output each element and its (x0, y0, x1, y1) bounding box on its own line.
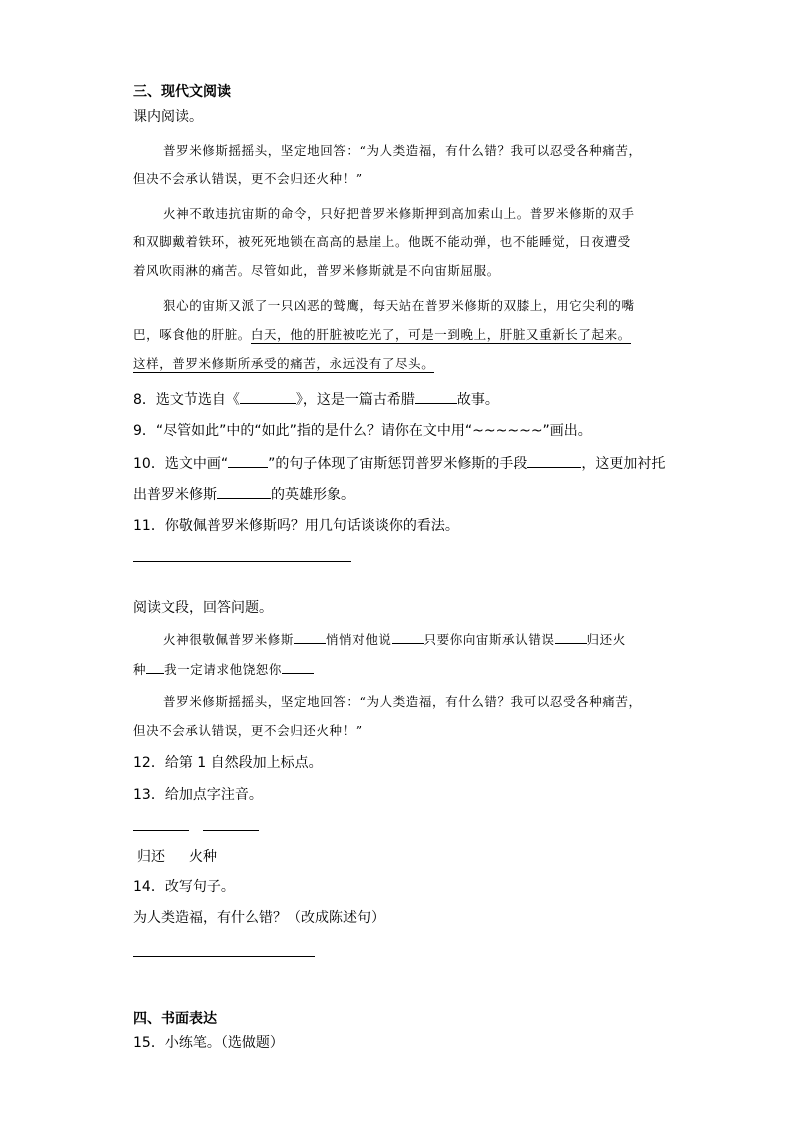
p2l1-c: 只要你向宙斯承认错误 (423, 632, 555, 647)
section-4-title: 四、书面表达 (133, 1011, 217, 1027)
question-12: 12．给第 1 自然段加上标点。 (133, 755, 323, 771)
p2l1-d: 归还火 (586, 632, 626, 647)
punct-blank-5[interactable] (282, 659, 314, 674)
passage-p1-line2: 但决不会承认错误，更不会归还火种！” (133, 171, 363, 186)
question-11: 11．你敬佩普罗米修斯吗？用几句话谈谈你的看法。 (133, 518, 459, 534)
passage-p1-line1: 普罗米修斯摇摇头，坚定地回答：“为人类造福，有什么错？我可以忍受各种痛苦， (163, 143, 642, 158)
passage-p3-line1: 狠心的宙斯又派了一只凶恶的鹫鹰，每天站在普罗米修斯的双膝上，用它尖利的嘴 (163, 298, 635, 313)
p2l1-a: 火神很敬佩普罗米修斯 (163, 632, 295, 647)
question-14: 14．改写句子。 (133, 879, 235, 895)
passage-p2-line3: 着风吹雨淋的痛苦。尽管如此，普罗米修斯就是不向宙斯屈服。 (133, 263, 500, 278)
punct-blank-4[interactable] (146, 659, 164, 674)
q10-text-b: ”的句子体现了宙斯惩罚普罗米修斯的手段 (268, 456, 528, 472)
reading-2-intro: 阅读文段，回答问题。 (133, 600, 273, 616)
q10-text-d: 出普罗米修斯 (133, 487, 217, 503)
underlined-sentence-part1: 白天，他的肝脏被吃光了，可是一到晚上，肝脏又重新长了起来。 (250, 327, 631, 342)
q8-text-c: 故事。 (456, 392, 499, 408)
underlined-sentence-part2: 这样，普罗米修斯所承受的痛苦，永远没有了尽头。 (133, 356, 435, 371)
p2l1-b: 悄悄对他说 (326, 632, 392, 647)
question-10-line2 (133, 484, 355, 505)
q8-blank-1[interactable] (240, 389, 296, 404)
q13-pinyin-blank-1[interactable] (133, 830, 189, 831)
question-8 (133, 389, 499, 410)
passage2-p2-line1: 普罗米修斯摇摇头，坚定地回答：“为人类造福，有什么错？我可以忍受各种痛苦， (163, 694, 642, 709)
q14-sentence: 为人类造福，有什么错？（改成陈述句） (133, 910, 385, 926)
q14-answer-line[interactable] (133, 956, 315, 957)
q10-text-c: ，这更加衬托 (581, 456, 666, 472)
passage-p3-line2-plain: 巴，啄食他的肝脏。 (133, 327, 251, 342)
section-3-title: 三、现代文阅读 (133, 84, 231, 100)
q10-blank-1[interactable] (527, 453, 581, 468)
q8-text-a: 8．选文节选自《 (133, 392, 240, 408)
punct-blank-3[interactable] (555, 629, 587, 644)
q13-pinyin-blank-2[interactable] (203, 830, 259, 831)
passage2-line1 (163, 629, 626, 650)
passage2-p2-line2: 但决不会承认错误，更不会归还火种！” (133, 723, 363, 738)
q10-underline-sample (228, 453, 268, 468)
question-9: 9．“尽管如此”中的“如此”指的是什么？请你在文中用“~~~~~~”画出。 (133, 423, 592, 439)
passage-p3-line3 (133, 354, 434, 374)
q13-word-2: 火种 (189, 849, 217, 865)
p2l2-b: 我一定请求他饶恕你 (164, 662, 283, 677)
q8-text-b: 》，这是一篇古希腊 (295, 392, 415, 408)
q10-text-e: 的英雄形象。 (271, 487, 355, 503)
section-3-intro: 课内阅读。 (133, 109, 203, 125)
p2l2-a: 种 (133, 662, 147, 677)
question-13: 13．给加点字注音。 (133, 787, 263, 803)
passage2-line2 (133, 659, 314, 680)
question-15: 15．小练笔。（选做题） (133, 1035, 284, 1051)
q8-blank-2[interactable] (415, 389, 457, 404)
q10-text-a: 10．选文中画“ (133, 456, 229, 472)
passage-p2-line2: 和双脚戴着铁环，被死死地锁在高高的悬崖上。他既不能动弹，也不能睡觉，日夜遭受 (133, 234, 631, 249)
q13-word-1: 归还 (137, 849, 165, 865)
punct-blank-1[interactable] (294, 629, 326, 644)
question-10-line1 (133, 453, 665, 474)
passage-p2-line1: 火神不敢违抗宙斯的命令，只好把普罗米修斯押到高加索山上。普罗米修斯的双手 (163, 206, 635, 221)
q11-answer-line[interactable] (133, 561, 351, 562)
passage-p3-line2 (133, 325, 631, 345)
q10-blank-2[interactable] (217, 484, 271, 499)
punct-blank-2[interactable] (392, 629, 424, 644)
